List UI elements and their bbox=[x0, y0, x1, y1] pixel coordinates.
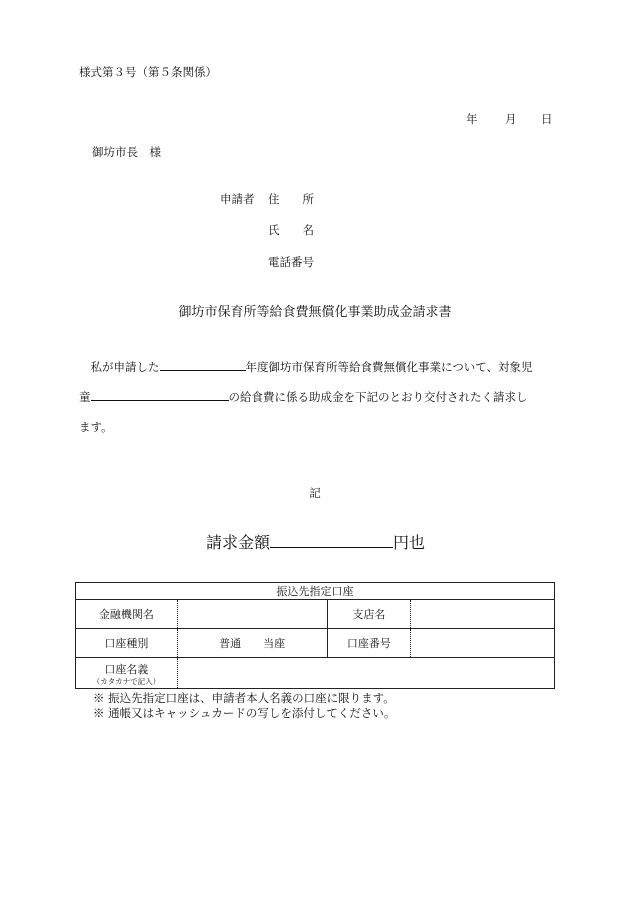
body-line-2 bbox=[79, 388, 528, 405]
body-line-2-prefix: 童 bbox=[79, 390, 91, 404]
child-name-blank[interactable] bbox=[91, 388, 229, 401]
account-holder-label-cell bbox=[76, 658, 178, 689]
bank-name-label: 金融機関名 bbox=[76, 600, 178, 629]
date-day-label: 日 bbox=[541, 112, 553, 126]
account-holder-field[interactable] bbox=[177, 658, 554, 689]
amount-label: 請求金額 bbox=[206, 533, 271, 552]
document-title: 御坊市保育所等給食費無償化事業助成金請求書 bbox=[178, 305, 452, 320]
account-type-options[interactable]: 普通 当座 bbox=[177, 629, 327, 658]
address-label: 住 所 bbox=[268, 192, 314, 206]
form-number: 様式第３号（第５条関係） bbox=[79, 65, 217, 79]
account-number-label: 口座番号 bbox=[327, 629, 411, 658]
account-number-field[interactable] bbox=[411, 629, 555, 658]
note-item: ※ 通帳又はキャッシュカードの写しを添付してください。 bbox=[93, 706, 396, 720]
amount-blank[interactable] bbox=[270, 532, 393, 548]
bank-account-table bbox=[75, 582, 555, 689]
body-line-1-prefix: 私が申請した bbox=[90, 360, 160, 374]
account-holder-note: （カタカナで記入） bbox=[92, 676, 161, 686]
branch-field[interactable] bbox=[411, 600, 555, 629]
body-line-1 bbox=[79, 358, 533, 375]
fiscal-year-blank[interactable] bbox=[160, 358, 246, 371]
addressee: 御坊市長 様 bbox=[92, 145, 161, 159]
bank-name-field[interactable] bbox=[177, 600, 327, 629]
ki-heading: 記 bbox=[309, 486, 321, 500]
phone-label: 電話番号 bbox=[268, 255, 314, 269]
body-line-1-suffix: 年度御坊市保育所等給食費無償化事業について、対象児 bbox=[245, 360, 533, 374]
body-line-2-suffix: の給食費に係る助成金を下記のとおり交付されたく請求し bbox=[228, 390, 528, 404]
note-item: ※ 振込先指定口座は、申請者本人名義の口座に限ります。 bbox=[93, 691, 395, 705]
bank-table-header: 振込先指定口座 bbox=[76, 583, 555, 600]
date-year-label: 年 bbox=[466, 112, 478, 126]
amount-suffix: 円也 bbox=[393, 533, 426, 552]
date-month-label: 月 bbox=[505, 112, 517, 126]
name-label: 氏 名 bbox=[268, 223, 314, 237]
notes bbox=[93, 691, 395, 721]
body-line-3: ます。 bbox=[79, 420, 113, 434]
account-holder-label: 口座名義 bbox=[104, 662, 149, 676]
account-type-label: 口座種別 bbox=[76, 629, 178, 658]
branch-label: 支店名 bbox=[327, 600, 411, 629]
amount-line bbox=[206, 530, 425, 553]
applicant-label: 申請者 bbox=[220, 192, 255, 206]
